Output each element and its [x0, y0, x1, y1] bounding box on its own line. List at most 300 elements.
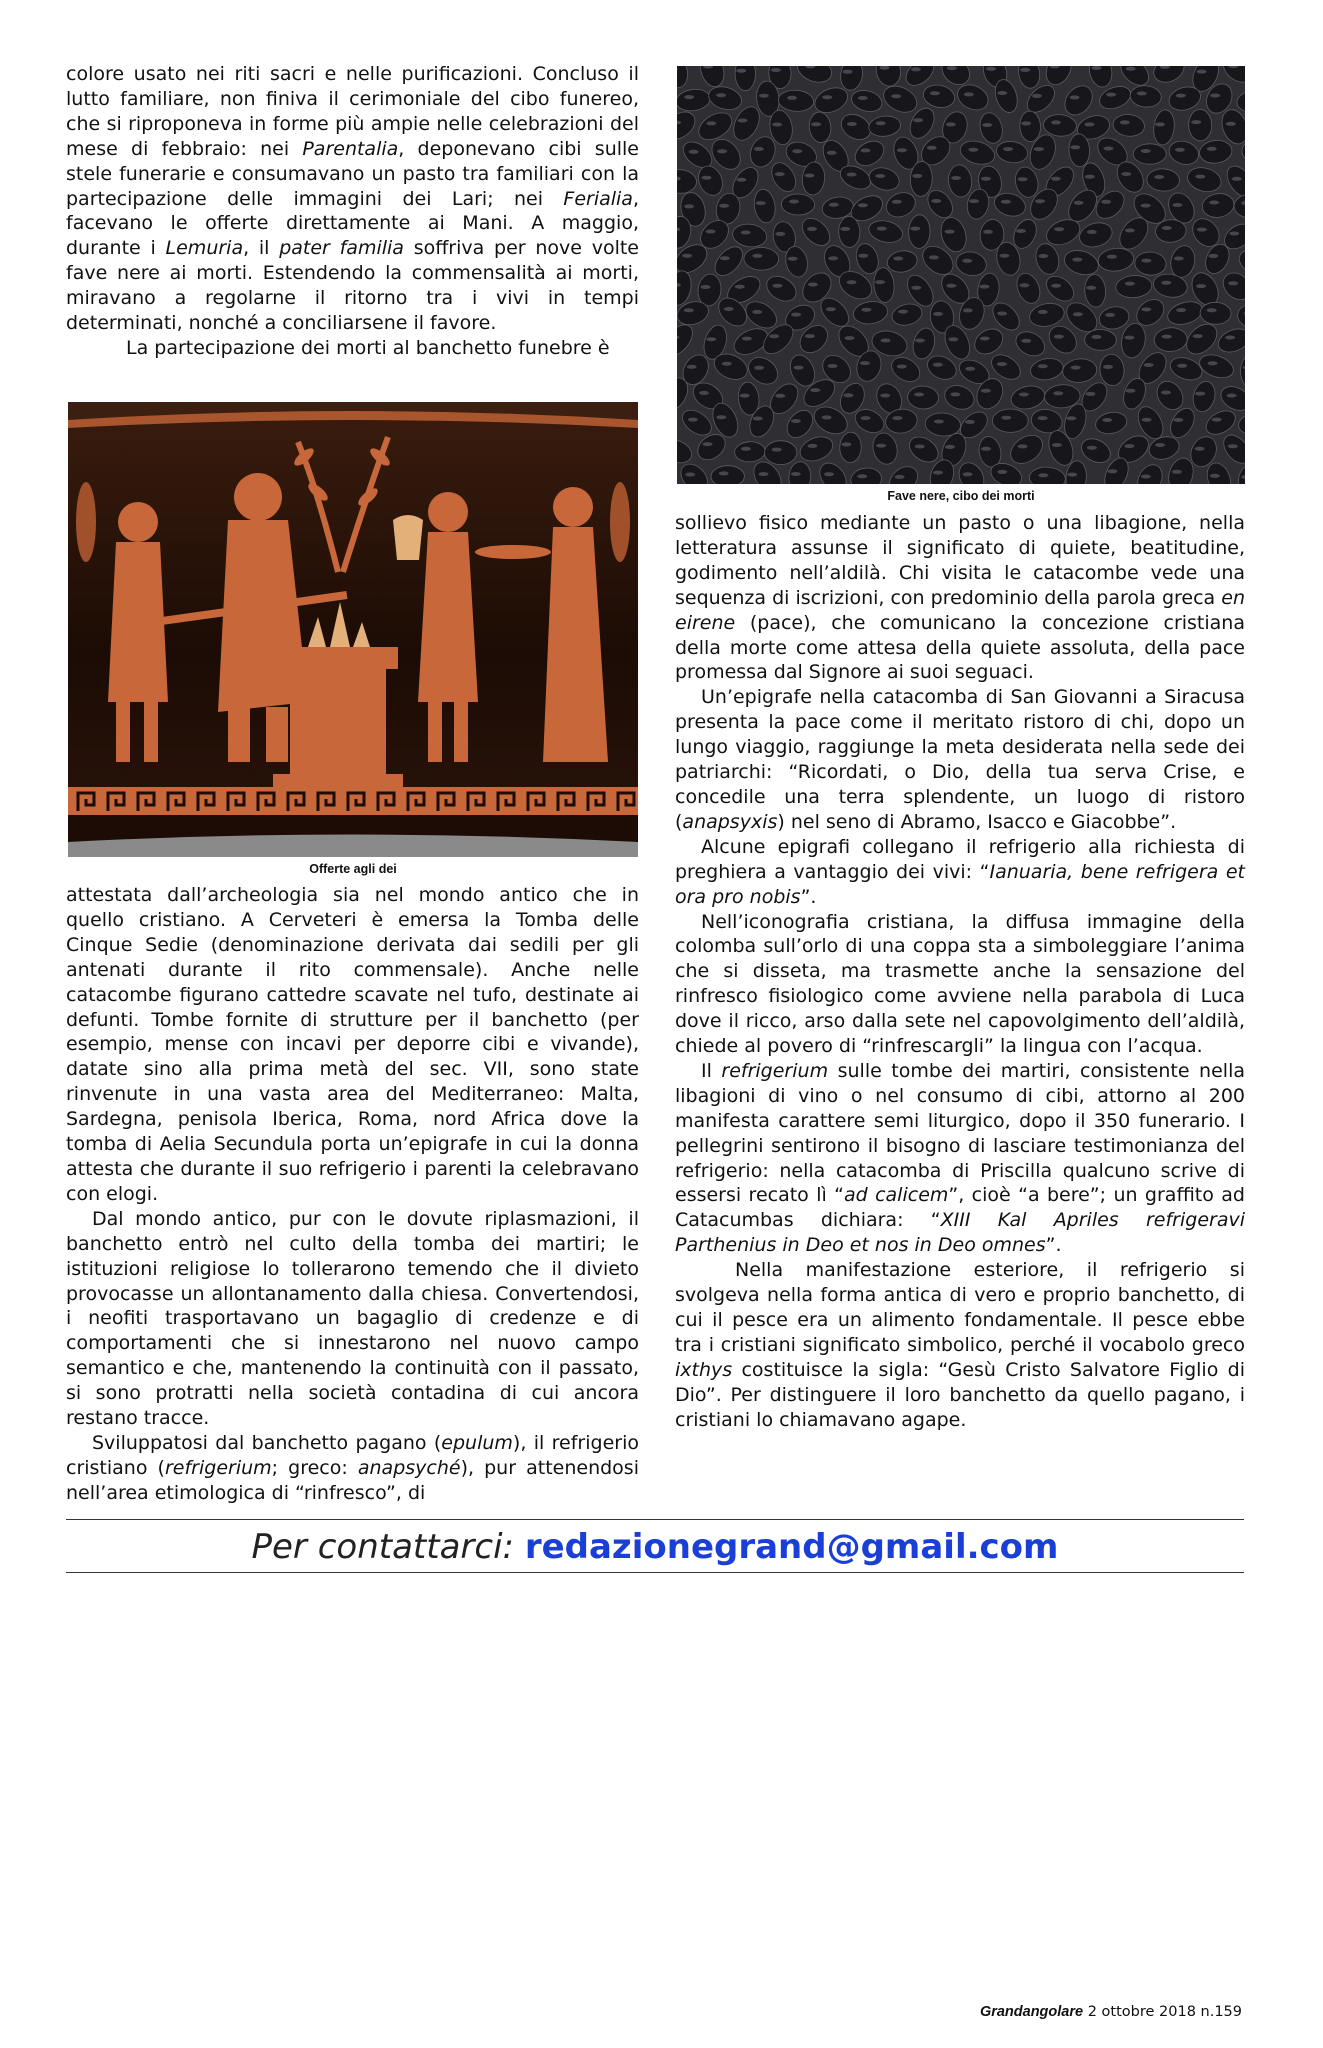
figure-caption: Offerte agli dei — [309, 862, 397, 876]
bean-highlight — [997, 312, 1007, 316]
bean-highlight — [962, 259, 972, 263]
bean — [1154, 327, 1188, 352]
bean-highlight — [822, 415, 832, 419]
bean — [694, 107, 736, 145]
bean — [1012, 327, 1049, 361]
bean-highlight — [1092, 66, 1102, 70]
bean-highlight — [824, 472, 834, 476]
bean-highlight — [829, 203, 839, 207]
bean — [852, 299, 889, 326]
bean-highlight — [701, 285, 711, 289]
bean — [1061, 246, 1101, 278]
bean-highlight — [719, 204, 729, 208]
bean-highlight — [706, 121, 716, 125]
bean-highlight — [1034, 147, 1044, 151]
bean-highlight — [1125, 228, 1135, 232]
paragraph: Il refrigerium sulle tombe dei martiri, consistente nella libagioni di vino o nel consumo di cibi, attorno al 200 manifesta carattere semi liturgico, dopo il 350 funerario. I pellegrini sentirono il bisogno di lasciare testimonianza del refrigerio: nella catacomba di Priscilla qualcuno scrive di essersi recato lì “ad calicem”, cioè “a bere”; un graffito ad Catacumbas dichiara: “XIII Kal Apriles refrigeravi Parthenius in Deo et nos in Deo omnes”. — [675, 1059, 1245, 1257]
bean — [838, 216, 860, 248]
bean — [1076, 219, 1115, 251]
bean-highlight — [775, 232, 785, 236]
bean-highlight — [1035, 199, 1045, 203]
bean — [1133, 144, 1166, 164]
bean — [866, 164, 902, 194]
bean-highlight — [706, 229, 716, 233]
bean-highlight — [1155, 443, 1165, 447]
bean-highlight — [1104, 147, 1114, 151]
bean-highlight — [1101, 200, 1111, 204]
bean-highlight — [1154, 175, 1164, 179]
bean-highlight — [716, 93, 726, 97]
bean-highlight — [1174, 257, 1184, 261]
bean-highlight — [1226, 122, 1236, 126]
paragraph: La partecipazione dei morti al banchetto funebre è — [126, 336, 610, 359]
bean-highlight — [842, 442, 852, 446]
paragraph: Alcune epigrafi collegano il refrigerio alla richiesta di preghiera a vantaggio dei vivi: “Ianuaria, bene refrigera et ora pro nobis”. — [675, 835, 1245, 908]
bean-highlight — [1067, 473, 1077, 477]
bean-highlight — [1107, 255, 1117, 259]
bean-highlight — [861, 148, 871, 152]
bean-highlight — [964, 92, 974, 96]
bean — [1152, 109, 1176, 146]
bean — [1027, 300, 1066, 329]
bean-highlight — [1038, 364, 1048, 368]
bean-highlight — [1073, 312, 1083, 316]
bean-highlight — [876, 444, 886, 448]
bean-highlight — [981, 447, 991, 451]
bean-highlight — [946, 122, 956, 126]
bean — [1200, 302, 1232, 325]
bean-highlight — [945, 445, 955, 449]
bean-highlight — [1208, 361, 1218, 365]
bean — [1201, 191, 1236, 219]
bean-highlight — [1051, 177, 1061, 181]
bean-highlight — [752, 310, 762, 314]
bean — [677, 66, 690, 89]
bean-highlight — [822, 95, 832, 99]
left-column-top — [66, 62, 639, 361]
bean-highlight — [1195, 175, 1205, 179]
bean — [1236, 89, 1245, 114]
bean — [873, 267, 896, 303]
bean-highlight — [1001, 200, 1011, 204]
bean-highlight — [1227, 394, 1237, 398]
bean — [1134, 251, 1167, 276]
bean-highlight — [1195, 447, 1205, 451]
bean-highlight — [1102, 418, 1112, 422]
bean — [1061, 357, 1097, 384]
bean — [908, 214, 931, 248]
bean-highlight — [897, 148, 907, 152]
bean-highlight — [810, 388, 820, 392]
bean-highlight — [756, 201, 766, 205]
bean-highlight — [862, 308, 872, 312]
bean-highlight — [981, 389, 991, 393]
bean-highlight — [699, 391, 709, 395]
bean-highlight — [1207, 308, 1217, 312]
bean-highlight — [1126, 389, 1136, 393]
bean-highlight — [1074, 201, 1084, 205]
bean-highlight — [1172, 203, 1182, 207]
bean — [1087, 66, 1115, 89]
bean-highlight — [893, 257, 903, 261]
italic-term: Lemuria — [165, 237, 244, 260]
bean-highlight — [1051, 284, 1061, 288]
bean-highlight — [828, 364, 838, 368]
bean-highlight — [811, 122, 821, 126]
bean-highlight — [934, 420, 944, 424]
bean — [1167, 354, 1205, 384]
bean-highlight — [968, 148, 978, 152]
bean-highlight — [772, 123, 782, 127]
bean — [1202, 406, 1239, 439]
bean — [711, 465, 745, 484]
magazine-name: Grandangolare — [979, 2004, 1084, 2020]
issue-info: 2 ottobre 2018 n.159 — [1087, 2004, 1242, 2020]
bean-highlight — [997, 91, 1007, 95]
bean-highlight — [933, 471, 943, 475]
bean-highlight — [771, 68, 781, 72]
bean-highlight — [930, 91, 940, 95]
bean-highlight — [759, 94, 769, 98]
paragraph: Nell’iconografia cristiana, la diffusa immagine della colomba sull’orlo di una coppa sta a simboleggiare l’anima che si disseta, ma trasmette anche la sensazione del rinfresco fisiologico come avviene nella parabola di Luca dove il ricco, arso dalla sete nel capovolgimento dell’aldilà, chiede al povero di “rinfrescargli” la lingua con l’acqua. — [675, 910, 1245, 1058]
bean-highlight — [724, 307, 734, 311]
bean-highlight — [847, 122, 857, 126]
bean — [1150, 66, 1188, 87]
contact-label: Per contattarci: — [251, 1527, 515, 1567]
bean-highlight — [808, 283, 818, 287]
bean-highlight — [1232, 177, 1242, 181]
bean — [1033, 241, 1063, 277]
bean — [1236, 302, 1245, 330]
bean — [1237, 411, 1245, 437]
bean-highlight — [1051, 120, 1061, 124]
bean-highlight — [752, 254, 762, 258]
bean-highlight — [857, 474, 867, 478]
bean — [677, 106, 700, 144]
greek-vase-offering-image — [68, 402, 638, 857]
bean-highlight — [1144, 363, 1154, 367]
bean-highlight — [876, 121, 886, 125]
bean-highlight — [794, 366, 804, 370]
bean — [1115, 274, 1152, 298]
bean-highlight — [805, 174, 815, 178]
bean-highlight — [702, 176, 712, 180]
bean — [677, 87, 712, 113]
bean — [696, 66, 727, 90]
bean-highlight — [858, 203, 868, 207]
contact-email-link[interactable]: redazionegrand@gmail.com — [524, 1527, 1059, 1567]
bean-highlight — [719, 471, 729, 475]
bean-highlight — [1120, 120, 1130, 124]
bean-highlight — [1018, 444, 1028, 448]
bean — [879, 81, 921, 117]
bean-highlight — [1020, 68, 1030, 72]
bean-highlight — [933, 363, 943, 367]
bean — [797, 213, 835, 250]
bean-highlight — [983, 230, 993, 234]
bean-highlight — [1173, 418, 1183, 422]
bean-highlight — [807, 227, 817, 231]
italic-term: epulum — [441, 1431, 513, 1454]
bean-highlight — [911, 67, 921, 71]
bean — [977, 110, 1006, 145]
bean-highlight — [1125, 282, 1135, 286]
bean-highlight — [775, 394, 785, 398]
paragraph: Nella manifestazione esteriore, il refrigerio si svolgeva nella forma antica di vero e proprio banchetto, di cui il pesce era un alimento fondamentale. Il pesce ebbe tra i cristiani significato simbolico, perché il vocabolo greco ixthys costituisce la sigla: “Gesù Cristo Salvatore Figlio di Dio”. Per distinguere il loro banchetto da quello pagano, i cristiani lo chiamavano agape. — [675, 1259, 1245, 1431]
bean — [1133, 461, 1167, 484]
bean-highlight — [1162, 335, 1172, 339]
bean-highlight — [1212, 418, 1222, 422]
bean-highlight — [891, 94, 901, 98]
bean-highlight — [860, 361, 870, 365]
bean — [808, 111, 832, 143]
bean-highlight — [858, 254, 868, 258]
bean-highlight — [948, 337, 958, 341]
italic-term: ad calicem — [844, 1184, 949, 1207]
bean-highlight — [997, 470, 1007, 474]
bean-highlight — [826, 307, 836, 311]
bean — [954, 249, 989, 278]
bean-highlight — [840, 227, 850, 231]
vase-illustration — [68, 402, 638, 857]
bean-highlight — [1197, 70, 1207, 74]
bean — [1098, 353, 1125, 387]
bean-highlight — [946, 284, 956, 288]
bean — [910, 326, 938, 362]
bean-highlight — [914, 393, 924, 397]
bean — [851, 136, 889, 170]
bean-highlight — [1085, 175, 1095, 179]
bean-highlight — [1141, 149, 1151, 153]
bean — [1097, 247, 1135, 273]
bean-highlight — [828, 256, 838, 260]
bean — [797, 432, 837, 465]
bean-highlight — [684, 308, 694, 312]
italic-term: anapsyxis — [682, 810, 778, 833]
bean-highlight — [1018, 177, 1028, 181]
bean-highlight — [685, 473, 695, 477]
bean-highlight — [741, 447, 751, 451]
bean-highlight — [738, 119, 748, 123]
italic-term: refrigerium — [164, 1456, 272, 1479]
bean-highlight — [706, 337, 716, 341]
bean-highlight — [791, 313, 801, 317]
italic-term: en eirene — [675, 586, 1245, 634]
page-footer — [980, 2004, 1242, 2020]
bean — [868, 114, 902, 138]
bean-highlight — [963, 308, 973, 312]
bean-highlight — [688, 418, 698, 422]
bean — [793, 66, 835, 87]
bean-highlight — [951, 176, 961, 180]
left-column-bottom — [66, 883, 639, 1506]
bean — [1084, 329, 1116, 350]
bean — [765, 441, 797, 465]
bean — [849, 87, 884, 115]
bean — [947, 164, 973, 198]
bean — [921, 82, 956, 110]
bean-highlight — [843, 393, 853, 397]
bean-highlight — [1172, 470, 1182, 474]
bean-highlight — [847, 173, 857, 177]
italic-term: XIII Kal Apriles refrigeravi Parthenius in Deo et nos in Deo omnes — [675, 1209, 1245, 1257]
bean — [1042, 271, 1079, 306]
bean-highlight — [892, 416, 902, 420]
bean-highlight — [684, 204, 694, 208]
bean — [1077, 434, 1114, 467]
bean-highlight — [945, 230, 955, 234]
bean-highlight — [931, 199, 941, 203]
bean-highlight — [915, 445, 925, 449]
bean-highlight — [1038, 254, 1048, 258]
bean-highlight — [1195, 392, 1205, 396]
italic-term: anapsyché — [357, 1456, 461, 1479]
bean — [867, 218, 905, 246]
bean-highlight — [1225, 336, 1235, 340]
bean — [882, 188, 919, 221]
black-beans-image — [677, 66, 1245, 484]
bean-highlight — [1108, 469, 1118, 473]
paragraph: attestata dall’archeologia sia nel mondo antico che in quello cristiano. A Cerveteri è emersa la Tomba delle Cinque Sedie (denominazione derivata dai sedili per gli antenati durante il rito commensale). Anche nelle catacombe figurano cattedre scavate nel tufo, destinate ai defunti. Tombe fornite di strutture per il banchetto (per esempio, mense con incavi per deporre cibi e vivande), datate sino alla prima metà del sec. VII, sono state rinvenute in una vasta area del Mediterraneo: Malta, Sardegna, penisola Iberica, Roma, nord Africa dove la tomba di Aelia Secundula porta un’epigrafe in cui la donna attesta che durante il suo refrigerio i parenti la celebravano con elogi. — [66, 884, 639, 1205]
bean — [1217, 382, 1245, 415]
bean-highlight — [1038, 473, 1048, 477]
bean-highlight — [1191, 120, 1201, 124]
bean — [815, 458, 852, 484]
bean — [677, 435, 695, 467]
italic-term: ixthys — [675, 1358, 733, 1381]
bean-highlight — [929, 255, 939, 259]
bean-highlight — [1054, 227, 1064, 231]
bean — [1198, 139, 1233, 165]
bean-highlight — [1124, 336, 1134, 340]
bean — [886, 249, 919, 275]
bean-highlight — [1072, 258, 1082, 262]
bean-highlight — [753, 417, 763, 421]
bean-highlight — [1070, 95, 1080, 99]
divider-top — [66, 1519, 1244, 1520]
bean-highlight — [847, 280, 857, 284]
bean-highlight — [720, 256, 730, 260]
bean — [905, 432, 943, 467]
bean — [1165, 298, 1205, 329]
bean-highlight — [1142, 418, 1152, 422]
bean-highlight — [982, 123, 992, 127]
bean-highlight — [736, 178, 746, 182]
bean-highlight — [687, 365, 697, 369]
bean — [1219, 430, 1245, 468]
bean-highlight — [1161, 281, 1171, 285]
bean-highlight — [1121, 172, 1131, 176]
bean-highlight — [1162, 226, 1172, 230]
bean — [694, 162, 727, 199]
bean — [678, 405, 716, 440]
bean-highlight — [877, 227, 887, 231]
bean-highlight — [1141, 259, 1151, 263]
bean-highlight — [807, 444, 817, 448]
bean — [778, 89, 815, 112]
italic-term: Ferialia — [563, 187, 633, 210]
paragraph: Sviluppatosi dal banchetto pagano (epulum), il refrigerio cristiano (refrigerium; greco: anapsyché), pur attenendosi nell’area etimologica di “rinfresco”, di — [66, 1431, 639, 1504]
bean-highlight — [1176, 308, 1186, 312]
bean-highlight — [827, 151, 837, 155]
bean — [1185, 164, 1224, 195]
bean-highlight — [1141, 204, 1151, 208]
bean — [995, 139, 1029, 165]
italic-term: pater familia — [279, 237, 404, 260]
bean-highlight — [913, 118, 923, 122]
bean — [788, 461, 812, 484]
bean — [734, 441, 766, 463]
bean-highlight — [927, 146, 937, 150]
bean-highlight — [682, 254, 692, 258]
bean — [1234, 193, 1245, 218]
bean-highlight — [965, 420, 975, 424]
bean — [781, 194, 815, 216]
bean-highlight — [791, 472, 801, 476]
bean-highlight — [898, 310, 908, 314]
italic-term: Parentalia — [302, 137, 399, 160]
bean-highlight — [1209, 201, 1219, 205]
bean-highlight — [963, 472, 973, 476]
bean-highlight — [1228, 444, 1238, 448]
bean-highlight — [684, 95, 694, 99]
bean — [1029, 356, 1065, 383]
bean — [1218, 268, 1245, 306]
bean-highlight — [875, 280, 885, 284]
bean-highlight — [788, 257, 798, 261]
bean-highlight — [1001, 416, 1011, 420]
bean-highlight — [1141, 475, 1151, 479]
bean-highlight — [1053, 391, 1063, 395]
bean-highlight — [910, 227, 920, 231]
bean-highlight — [933, 312, 943, 316]
bean — [1188, 109, 1212, 141]
bean-highlight — [1086, 392, 1096, 396]
bean — [1190, 379, 1218, 414]
bean-highlight — [717, 149, 727, 153]
bean — [1097, 304, 1131, 332]
bean-highlight — [881, 338, 891, 342]
bean-highlight — [843, 70, 853, 74]
bean — [677, 269, 694, 308]
bean-highlight — [1137, 91, 1147, 95]
bean — [970, 324, 1007, 359]
bean — [1005, 430, 1047, 470]
bean-highlight — [1176, 94, 1186, 98]
bean-highlight — [1092, 335, 1102, 339]
bean-highlight — [947, 66, 957, 70]
bean-highlight — [1087, 446, 1097, 450]
bean-highlight — [1155, 122, 1165, 126]
bean-highlight — [1032, 94, 1042, 98]
bean-highlight — [1161, 391, 1171, 395]
bean — [1240, 353, 1245, 388]
bean — [1013, 270, 1045, 307]
bean-highlight — [980, 337, 990, 341]
bean — [870, 430, 901, 467]
bean-highlight — [912, 174, 922, 178]
bean — [874, 66, 903, 88]
bean-highlight — [892, 200, 902, 204]
bean-highlight — [1038, 310, 1048, 314]
bean-highlight — [754, 147, 764, 151]
bean-highlight — [979, 285, 989, 289]
bean-highlight — [689, 150, 699, 154]
bean-highlight — [716, 415, 726, 419]
bean — [752, 188, 777, 225]
bean-highlight — [1087, 230, 1097, 234]
bean-highlight — [1070, 145, 1080, 149]
